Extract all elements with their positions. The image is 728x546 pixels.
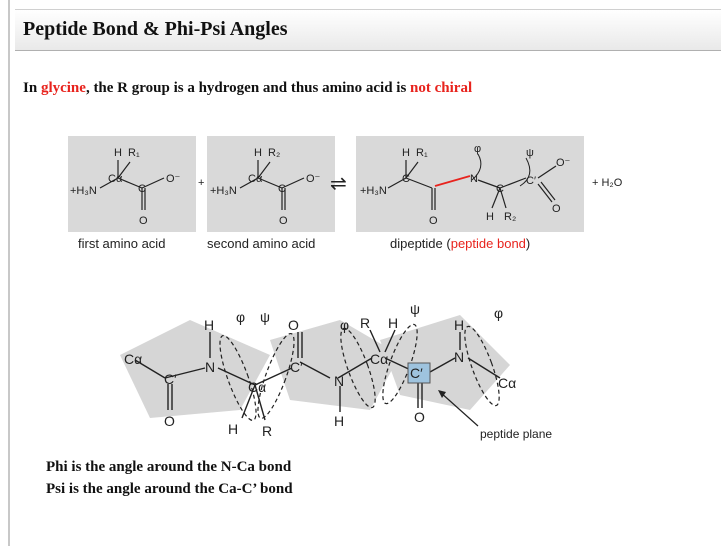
phi-symbol: φ [474, 143, 482, 155]
c-prime-label: C′ [164, 371, 177, 387]
h-label: H [486, 211, 494, 223]
statement-term: glycine [40, 80, 86, 96]
r2-label: R₂ [504, 211, 517, 223]
statement-prefix: In [23, 80, 41, 96]
phi-definition: Phi is the angle around the N-Ca bond [46, 459, 292, 475]
phi-symbol: φ [494, 305, 504, 321]
glycine-statement [23, 80, 472, 97]
psi-symbol: ψ [410, 301, 420, 317]
n-label: N [470, 173, 478, 185]
h-label: H [204, 317, 215, 333]
h-label: H [228, 421, 239, 437]
amine-label: +H₃N [70, 185, 97, 197]
o-minus-label: O⁻ [166, 173, 181, 185]
phi-symbol: φ [236, 309, 246, 325]
h-label: H [402, 147, 410, 159]
o-label: O [139, 215, 148, 227]
c-alpha-label: Cα [248, 173, 263, 185]
c-prime-label: C′ [290, 359, 303, 375]
condensation-reaction-figure [60, 128, 660, 258]
amine-label: +H₃N [360, 185, 387, 197]
title-bar [15, 9, 721, 51]
r-label: R [262, 423, 273, 439]
statement-middle: , the R group is a hydrogen and thus amino acid is [85, 80, 411, 96]
c-alpha-label: Cα [498, 375, 517, 391]
o-minus-label: O⁻ [306, 173, 321, 185]
psi-symbol: ψ [526, 147, 534, 159]
peptide-plane-label: peptide plane [480, 427, 553, 441]
slide-title: Peptide Bond & Phi-Psi Angles [23, 18, 288, 40]
backbone-plane-figure [110, 300, 610, 450]
o-label: O [552, 203, 561, 215]
amine-label: +H₃N [210, 185, 237, 197]
r-label: R [360, 315, 371, 331]
c-alpha-label: Cα [248, 379, 267, 395]
o-label: O [288, 317, 299, 333]
equilibrium-arrow-icon: ⇌ [330, 173, 347, 195]
o-label: O [164, 413, 175, 429]
psi-symbol: ψ [260, 309, 270, 325]
second-amino-acid-caption: second amino acid [207, 236, 316, 251]
h-label: H [454, 317, 465, 333]
r1-label: R₁ [128, 147, 140, 159]
o-minus-label: O⁻ [556, 157, 571, 169]
o-label: O [429, 215, 438, 227]
statement-emphasis: not chiral [410, 80, 473, 96]
h-label: H [254, 147, 262, 159]
h-label: H [388, 315, 399, 331]
n-label: N [334, 373, 345, 389]
c-alpha-label: Cα [124, 351, 143, 367]
plus-sign: + [198, 177, 205, 189]
r1-label: R₁ [416, 147, 428, 159]
c-label: C [496, 183, 504, 195]
n-label: N [454, 349, 465, 365]
c-label: C [402, 173, 410, 185]
c-label: C [278, 183, 286, 195]
c-alpha-label: Cα [370, 351, 389, 367]
h-label: H [114, 147, 122, 159]
phi-symbol: φ [340, 317, 350, 333]
c-prime-label: C′ [526, 175, 537, 187]
left-margin-rule [8, 0, 10, 546]
psi-definition: Psi is the angle around the Ca-C’ bond [46, 481, 293, 497]
o-label: O [279, 215, 288, 227]
first-amino-acid-caption: first amino acid [78, 236, 166, 251]
h-label: H [334, 413, 345, 429]
o-label: O [414, 409, 425, 425]
c-alpha-label: Cα [108, 173, 123, 185]
c-prime-label: C′ [410, 365, 423, 381]
r2-label: R₂ [268, 147, 281, 159]
c-label: C [138, 183, 146, 195]
water-label: + H₂O [592, 177, 623, 189]
n-label: N [205, 359, 216, 375]
dipeptide-caption: dipeptide (peptide bond) [390, 236, 531, 251]
